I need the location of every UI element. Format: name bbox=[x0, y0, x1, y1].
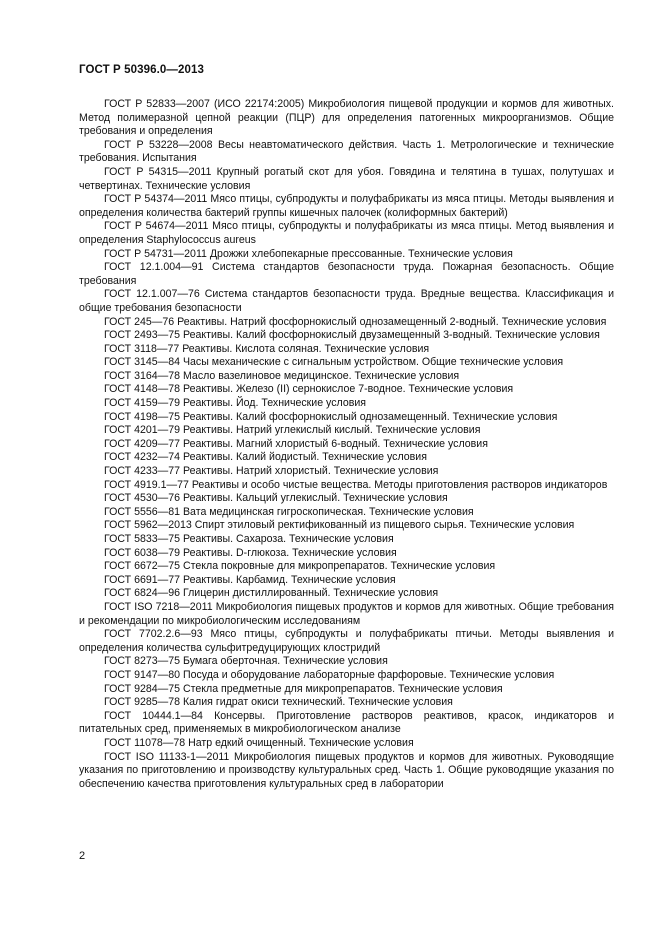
reference-entry: ГОСТ 245—76 Реактивы. Натрий фосфорнокислый однозамещенный 2-водный. Технические условия bbox=[104, 315, 607, 328]
reference-entry: ГОСТ 4201—79 Реактивы. Натрий углекислый кислый. Технические условия bbox=[104, 424, 481, 437]
reference-entry: ГОСТ 9147—80 Посуда и оборудование лабораторные фарфоровые. Технические условия bbox=[104, 668, 555, 681]
reference-entry: ГОСТ Р 54674—2011 Мясо птицы, субпродукты и полуфабрикаты из мяса птицы. Метод выявления и определения Staphylococcus aureus bbox=[79, 220, 614, 246]
reference-entry: ГОСТ Р 53228—2008 Весы неавтоматического действия. Часть 1. Метрологические и технические требования. Испытания bbox=[79, 138, 614, 165]
reference-entry: ГОСТ 5833—75 Реактивы. Сахароза. Технические условия bbox=[104, 533, 394, 545]
reference-entry: ГОСТ 5962—2013 Спирт этиловый ректификованный из пищевого сырья. Технические условия bbox=[104, 519, 575, 532]
reference-entry: ГОСТ 6038—79 Реактивы. D-глюкоза. Технические условия bbox=[104, 546, 397, 559]
reference-entry: ГОСТ 3164—78 Масло вазелиновое медицинское. Технические условия bbox=[104, 369, 460, 382]
reference-entry: ГОСТ 4530—76 Реактивы. Кальций углекислый. Технические условия bbox=[104, 492, 448, 505]
reference-entry: ГОСТ 4159—79 Реактивы. Йод. Технические условия bbox=[104, 397, 367, 410]
reference-entry: ГОСТ 4148—78 Реактивы. Железо (II) сернокислое 7-водное. Технические условия bbox=[104, 383, 514, 396]
reference-entry: ГОСТ Р 54315—2011 Крупный рогатый скот для убоя. Говядина и телятина в тушах, полутушах и четвертинах. Технические условия bbox=[79, 165, 614, 192]
reference-entry: ГОСТ 9284—75 Стекла предметные для микропрепаратов. Технические условия bbox=[104, 682, 503, 695]
reference-entry: ГОСТ 6691—77 Реактивы. Карбамид. Технические условия bbox=[104, 573, 396, 586]
page-number: 2 bbox=[79, 850, 86, 862]
reference-entry: ГОСТ 4233—77 Реактивы. Натрий хлористый. Технические условия bbox=[104, 465, 439, 478]
reference-entry: ГОСТ ISO 7218—2011 Микробиология пищевых продуктов и кормов для животных. Общие требования и рекомендации по микробиологическим исследованиям bbox=[79, 600, 614, 627]
reference-entry: ГОСТ 2493—75 Реактивы. Калий фосфорнокислый двузамещенный 3-водный. Технические условия bbox=[104, 329, 600, 342]
reference-entry: ГОСТ 4209—77 Реактивы. Магний хлористый 6-водный. Технические условия bbox=[104, 437, 488, 450]
reference-entry: ГОСТ 6672—75 Стекла покровные для микропрепаратов. Технические условия bbox=[104, 560, 496, 573]
reference-entry: ГОСТ 3118—77 Реактивы. Кислота соляная. Технические условия bbox=[104, 342, 430, 355]
reference-entry: ГОСТ 9285—78 Калия гидрат окиси технический. Технические условия bbox=[104, 696, 453, 709]
reference-entry: ГОСТ 3145—84 Часы механические с сигнальным устройством. Общие технические условия bbox=[104, 356, 564, 369]
reference-entry: ГОСТ 4232—74 Реактивы. Калий йодистый. Технические условия bbox=[104, 451, 427, 464]
reference-entry: ГОСТ Р 54374—2011 Мясо птицы, субпродукты и полуфабрикаты из мяса птицы. Методы выявления и определения количества бактерий группы кишечных палочек (колиформных бактерий) bbox=[79, 193, 614, 219]
normative-references-list bbox=[79, 98, 614, 791]
page-header-title: ГОСТ Р 50396.0—2013 bbox=[79, 64, 204, 76]
reference-entry: ГОСТ 8273—75 Бумага оберточная. Технические условия bbox=[104, 655, 388, 668]
reference-entry: ГОСТ 12.1.004—91 Система стандартов безопасности труда. Пожарная безопасность. Общие требования bbox=[79, 261, 614, 287]
reference-entry: ГОСТ 6824—96 Глицерин дистиллированный. Технические условия bbox=[104, 587, 439, 600]
reference-entry: ГОСТ 4198—75 Реактивы. Калий фосфорнокислый однозамещенный. Технические условия bbox=[104, 410, 558, 423]
reference-entry: ГОСТ 4919.1—77 Реактивы и особо чистые вещества. Методы приготовления растворов индикаторов bbox=[104, 478, 608, 491]
reference-entry: ГОСТ 11078—78 Натр едкий очищенный. Технические условия bbox=[104, 736, 414, 749]
reference-entry: ГОСТ 12.1.007—76 Система стандартов безопасности труда. Вредные вещества. Классификация и общие требования безопасности bbox=[79, 288, 614, 314]
reference-entry: ГОСТ Р 52833—2007 (ИСО 22174:2005) Микробиология пищевой продукции и кормов для животных. Метод полимеразной цепной реакции (ПЦР) для определения патогенных микроорганизмов. Общие требования и определения bbox=[79, 98, 614, 138]
reference-entry: ГОСТ ISO 11133-1—2011 Микробиология пищевых продуктов и кормов для животных. Руководящие указания по приготовлению и производству культуральных сред. Часть 1. Общие руководящие указания по обеспечению качества приготовления культуральных сред в лаборатории bbox=[79, 750, 614, 790]
reference-entry: ГОСТ 5556—81 Вата медицинская гигроскопическая. Технические условия bbox=[104, 505, 474, 518]
reference-entry: ГОСТ 7702.2.6—93 Мясо птицы, субпродукты и полуфабрикаты птичьи. Методы выявления и определения количества сульфитредуцирующих клостридий bbox=[79, 628, 614, 654]
reference-entry: ГОСТ 10444.1—84 Консервы. Приготовление растворов реактивов, красок, индикаторов и питательных сред, применяемых в микробиологическом анализе bbox=[79, 709, 614, 736]
reference-entry: ГОСТ Р 54731—2011 Дрожжи хлебопекарные прессованные. Технические условия bbox=[104, 247, 513, 260]
